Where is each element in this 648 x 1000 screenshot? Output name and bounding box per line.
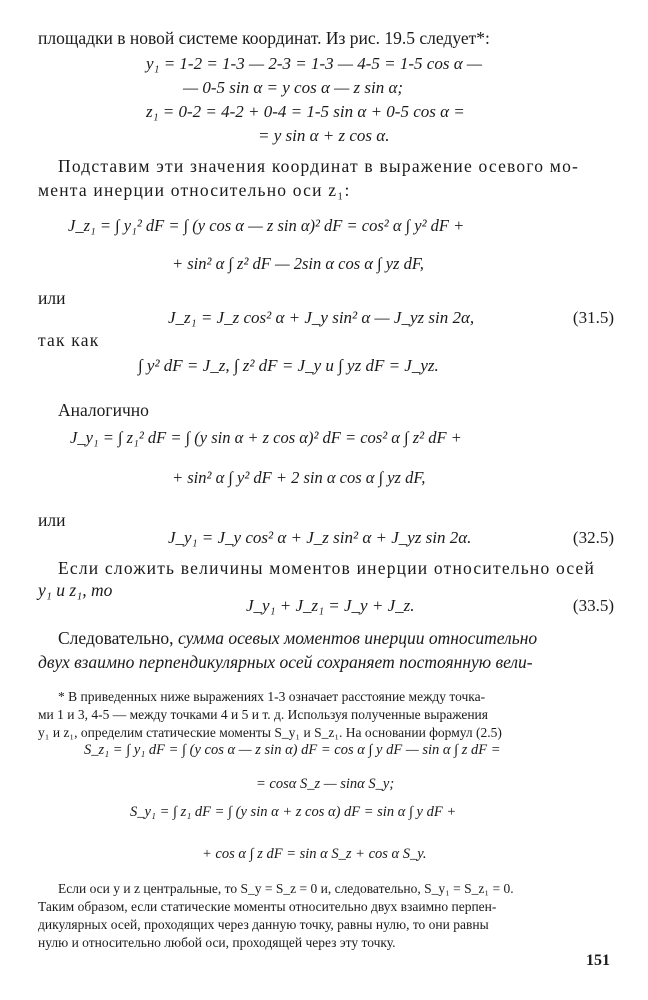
equation-number: (32.5) xyxy=(572,528,614,547)
footnote-line: Если оси y и z центральные, то S_y = S_z = 0 и, следовательно, S_y₁ = S_z₁ = 0. xyxy=(58,881,514,896)
equation-line: J_z₁ = ∫ y₁² dF = ∫ (y cos α — z sin α)² dF = cos² α ∫ y² dF + xyxy=(68,216,465,235)
equation-number: (33.5) xyxy=(572,596,614,615)
footnote-equation: S_y₁ = ∫ z₁ dF = ∫ (y sin α + z cos α) dF = sin α ∫ y dF + xyxy=(130,804,457,820)
equation-line: ∫ y² dF = J_z, ∫ z² dF = J_y и ∫ yz dF = J_yz. xyxy=(138,356,439,375)
text-line: y₁ и z₁, то xyxy=(38,580,113,600)
text-line: Если сложить величины моментов инерции относительно осей xyxy=(58,558,596,578)
equation-line: — 0-5 sin α = y cos α — z sin α; xyxy=(183,78,404,97)
text-line: мента инерции относительно оси z₁: xyxy=(38,180,351,200)
equation-line: J_y₁ + J_z₁ = J_y + J_z. xyxy=(246,596,415,615)
text-line: площадки в новой системе координат. Из рис. 19.5 следует*: xyxy=(38,28,490,48)
text-run: Следовательно, xyxy=(58,628,178,648)
footnote-line: * В приведенных ниже выражениях 1-3 означает расстояние между точка- xyxy=(58,689,486,704)
text-line: Аналогично xyxy=(58,400,149,420)
emphasis-text: сумма осевых моментов инерции относительно xyxy=(177,628,538,648)
footnote-equation: = cosα S_z — sinα S_y; xyxy=(256,776,395,792)
emphasis-text: двух взаимно перпендикулярных осей сохраняет постоянную вели- xyxy=(38,652,533,672)
equation-line: + sin² α ∫ y² dF + 2 sin α cos α ∫ yz dF, xyxy=(172,468,426,487)
footnote-line: дикулярных осей, проходящих через данную точку, равны нулю, то они равны xyxy=(38,917,489,932)
text-line: Подставим эти значения координат в выражение осевого мо- xyxy=(58,156,580,176)
footnote-line: ми 1 и 3, 4-5 — между точками 4 и 5 и т. д. Используя полученные выражения xyxy=(38,707,488,722)
text-line: так как xyxy=(38,330,100,350)
equation-line: + sin² α ∫ z² dF — 2sin α cos α ∫ yz dF, xyxy=(172,254,424,273)
equation-line: J_y₁ = ∫ z₁² dF = ∫ (y sin α + z cos α)² dF = cos² α ∫ z² dF + xyxy=(70,428,462,447)
footnote-line: нулю и относительно любой оси, проходящей через эту точку. xyxy=(38,935,396,950)
equation-line: z₁ = 0-2 = 4-2 + 0-4 = 1-5 sin α + 0-5 cos α = xyxy=(146,102,465,121)
footnote-line: Таким образом, если статические моменты относительно двух взаимно перпен- xyxy=(38,899,497,914)
equation-line: y₁ = 1-2 = 1-3 — 2-3 = 1-3 — 4-5 = 1-5 cos α — xyxy=(146,54,482,73)
footnote-equation: S_z₁ = ∫ y₁ dF = ∫ (y cos α — z sin α) dF = cos α ∫ y dF — sin α ∫ z dF = xyxy=(84,742,501,758)
text-line xyxy=(58,626,537,650)
equation-line: J_y₁ = J_y cos² α + J_z sin² α + J_yz sin 2α. xyxy=(168,528,472,547)
footnote-line: y₁ и z₁, определим статические моменты S_y₁ и S_z₁. На основании формул (2.5) xyxy=(38,725,502,740)
footnote-equation: + cos α ∫ z dF = sin α S_z + cos α S_y. xyxy=(202,846,427,862)
text-line: или xyxy=(38,288,66,308)
text-line: или xyxy=(38,510,66,530)
equation-line: = y sin α + z cos α. xyxy=(258,126,390,145)
page-number: 151 xyxy=(586,952,610,969)
equation-number: (31.5) xyxy=(572,308,614,327)
equation-line: J_z₁ = J_z cos² α + J_y sin² α — J_yz sin 2α, xyxy=(168,308,475,327)
